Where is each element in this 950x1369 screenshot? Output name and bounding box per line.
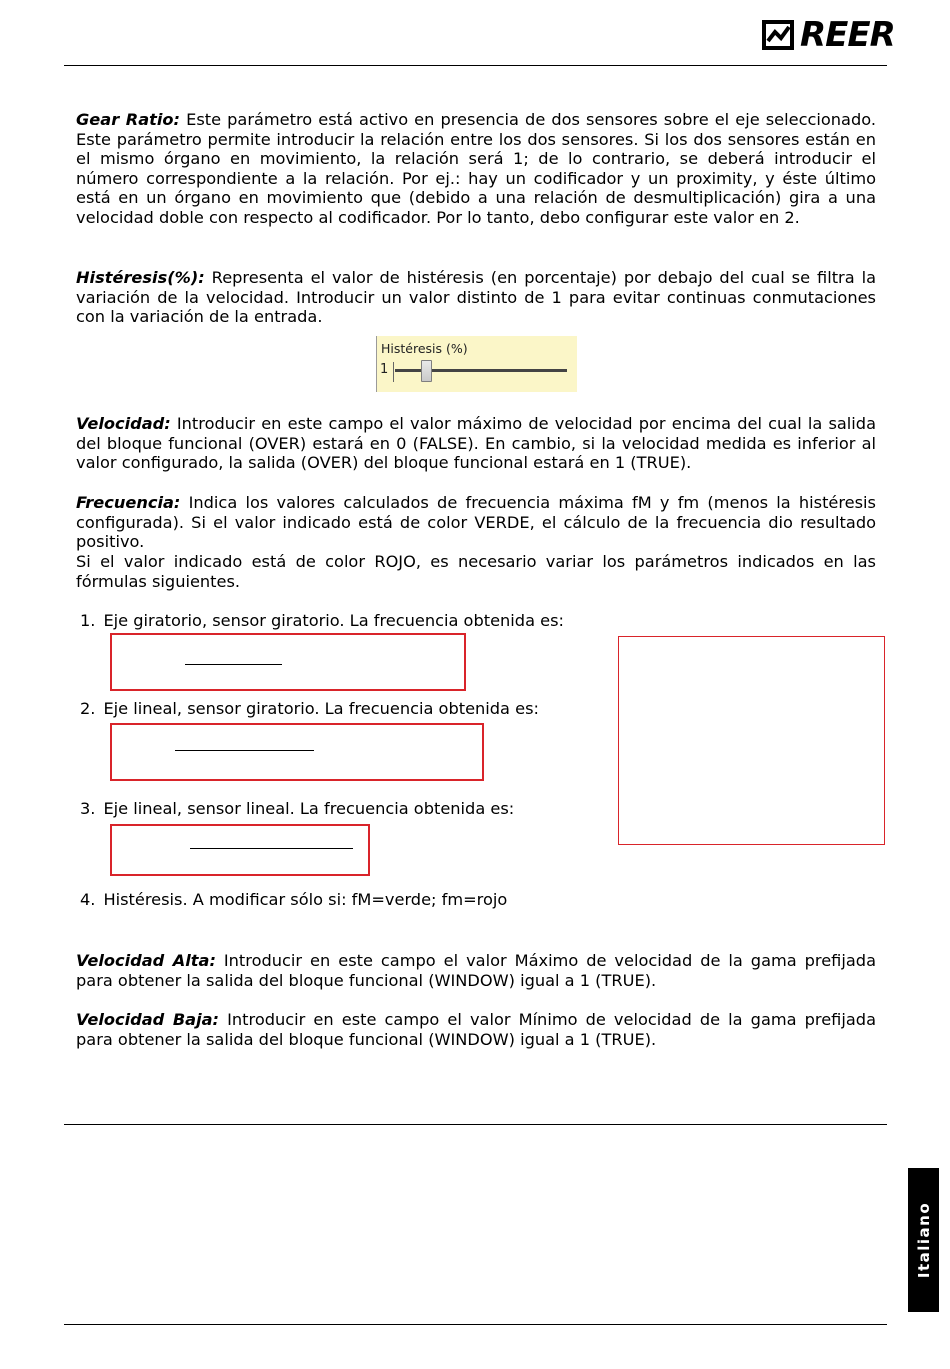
fraction-line: [175, 750, 314, 751]
velocidad-baja-paragraph: [76, 1010, 876, 1049]
velocidad-alta-text: Introducir en este campo el valor Máximo de velocidad de la gama prefijada para obtener la salida del bloque funcional (WINDOW) igual a 1 (TRUE).: [76, 951, 876, 990]
frecuencia-term: Frecuencia:: [76, 493, 181, 512]
list-text: Eje lineal, sensor giratorio. La frecuencia obtenida es:: [103, 699, 539, 718]
hysteresis-slider-value: 1: [380, 362, 389, 377]
velocidad-term: Velocidad:: [76, 414, 171, 433]
histeresis-term: Histéresis(%):: [76, 268, 205, 287]
list-item: [80, 611, 564, 631]
velocidad-alta-paragraph: [76, 951, 876, 990]
velocidad-paragraph: [76, 414, 876, 473]
language-tab: [908, 1168, 939, 1312]
slider-start-tick: [393, 362, 394, 382]
content-bottom-rule: [64, 1124, 887, 1125]
frecuencia-paragraph: [76, 493, 876, 552]
language-tab-label: Italiano: [914, 1201, 933, 1279]
list-number: 1.: [80, 611, 96, 630]
gear-ratio-term: Gear Ratio:: [76, 110, 181, 129]
header-rule: [64, 65, 887, 66]
frecuencia-text-2: Si el valor indicado está de color ROJO, es necesario variar los parámetros indicados en las fórmulas siguientes.: [76, 552, 876, 591]
fraction-line: [190, 848, 353, 849]
list-number: 3.: [80, 799, 96, 818]
hysteresis-slider-label: Histéresis (%): [381, 341, 468, 356]
hysteresis-slider-thumb[interactable]: [421, 360, 432, 382]
hysteresis-slider-widget: [376, 336, 577, 392]
histeresis-text: Representa el valor de histéresis (en porcentaje) por debajo del cual se filtra la variación de la velocidad. Introducir un valor distinto de 1 para evitar continuas conmutaciones con la variación de la entrada.: [76, 268, 876, 327]
reer-logo-icon: [762, 19, 796, 51]
list-number: 2.: [80, 699, 96, 718]
footer-rule: [64, 1324, 887, 1325]
reer-logo: [762, 16, 895, 54]
list-item: [80, 699, 539, 719]
formula-box-3: [110, 824, 370, 876]
gear-ratio-text: Este parámetro está activo en presencia de dos sensores sobre el eje seleccionado. Este parámetro permite introducir la relación entre los dos sensores. Si los dos sensores están en el mismo órgano en movimiento, la relación será 1; de lo contrario, se deberá introducir el número correspondiente a la relación. Por ej.: hay un codificador y un proximity, y éste último está en un órgano en movimiento que (debido a una relación de desmultiplicación) gira a una velocidad doble con respecto al codificador. Por lo tanto, debo configurar este valor en 2.: [76, 110, 877, 227]
list-item: [80, 890, 507, 910]
velocidad-baja-text: Introducir en este campo el valor Mínimo de velocidad de la gama prefijada para obtener la salida del bloque funcional (WINDOW) igual a 1 (TRUE).: [76, 1010, 876, 1049]
formula-box-1: [110, 633, 466, 691]
velocidad-text: Introducir en este campo el valor máximo de velocidad por encima del cual la salida del bloque funcional (OVER) estará en 0 (FALSE). En cambio, si la velocidad medida es inferior al valor configurado, la salida (OVER) del bloque funcional estará en 1 (TRUE).: [76, 414, 876, 473]
frecuencia-paragraph-2: [76, 552, 876, 591]
list-item: [80, 799, 514, 819]
fraction-line: [185, 664, 282, 665]
list-number: 4.: [80, 890, 96, 909]
formula-box-2: [110, 723, 484, 781]
velocidad-alta-term: Velocidad Alta:: [76, 951, 216, 970]
frecuencia-text: Indica los valores calculados de frecuencia máxima fM y fm (menos la histéresis configurada). Si el valor indicado está de color VERDE, el cálculo de la frecuencia dio resultado positivo.: [76, 493, 876, 552]
list-text: Histéresis. A modificar sólo si: fM=verde; fm=rojo: [103, 890, 508, 909]
formula-legend-box: [618, 636, 885, 845]
histeresis-paragraph: [76, 268, 876, 327]
gear-ratio-paragraph: [76, 110, 876, 228]
list-text: Eje lineal, sensor lineal. La frecuencia obtenida es:: [103, 799, 515, 818]
velocidad-baja-term: Velocidad Baja:: [76, 1010, 220, 1029]
brand-name: REER: [800, 15, 895, 55]
list-text: Eje giratorio, sensor giratorio. La frecuencia obtenida es:: [103, 611, 564, 630]
